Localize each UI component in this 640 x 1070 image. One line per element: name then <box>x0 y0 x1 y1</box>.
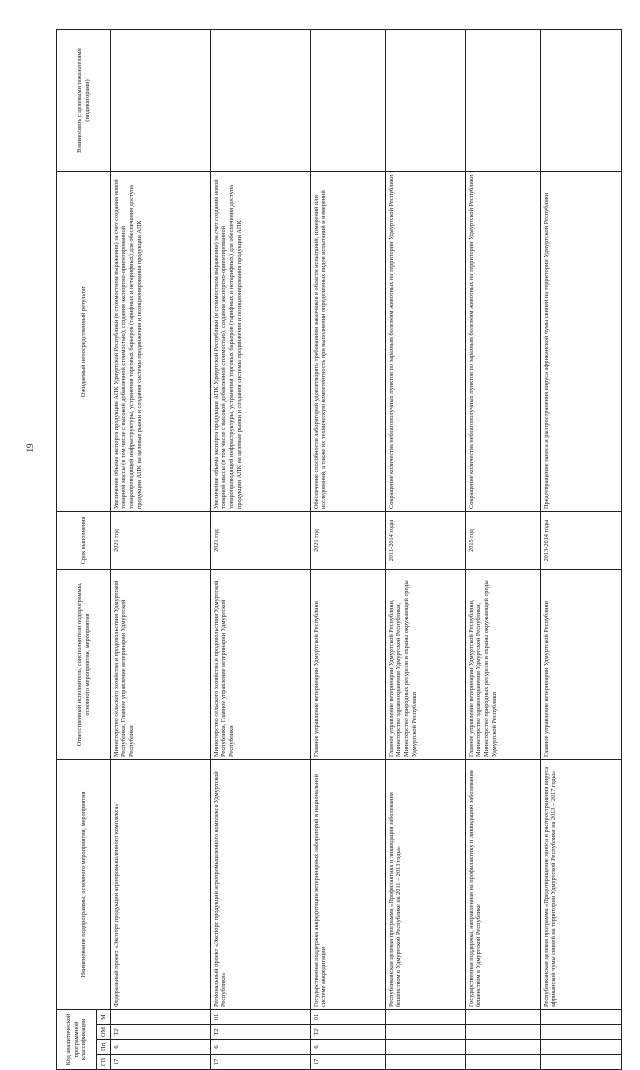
header-code-group: Код аналитической программной классификации <box>57 1010 97 1070</box>
cell-gp: 17 <box>311 1055 386 1070</box>
header-om: ОМ <box>97 1025 111 1040</box>
cell-link <box>386 30 466 172</box>
cell-link <box>541 30 622 172</box>
cell-pp: 6 <box>211 1040 311 1055</box>
table-row <box>541 30 622 1070</box>
header-executor: Ответственный исполнитель, соисполнители подпрограммы, основного мероприятия, мероприятия <box>57 570 111 760</box>
cell-name: Республиканская целевая программа «Предотвращение заноса и распространения вируса африканской чумы свиней на территории Удмуртской Республики на 2013 – 2017 годы» <box>541 760 622 1010</box>
cell-executor: Главное управление ветеринарии Удмуртской Республики, Министерство здравоохранения Удмуртской Республики, Министерство природных ресурсов и охраны окружающей среды Удмуртской Республики <box>466 570 541 760</box>
cell-m <box>541 1010 622 1025</box>
cell-om <box>466 1025 541 1040</box>
cell-executor: Главное управление ветеринарии Удмуртской Республики <box>541 570 622 760</box>
cell-result: Увеличение объема экспорта продукции АПК Удмуртской Республики (в стоимостном выражении) за счет создания новой товарной массы (в том числе с высокой добавленной стоимостью), создания экспортно-ориентированной товаропроводящей инфраструктуры, устранения торговых барьеров (тарифных и нетарифных) для обеспечения доступа продукции АПК на целевые рынки и создания системы продвижения и позиционирования продукции АПК <box>211 172 311 512</box>
cell-name: Региональный проект «Экспорт продукции агропромышленного комплекса Удмуртской Республики» <box>211 760 311 1010</box>
cell-term: 2013-2014 годы <box>541 512 622 570</box>
cell-term: 2011-2014 годы <box>386 512 466 570</box>
cell-gp <box>386 1055 466 1070</box>
cell-om: Т2 <box>111 1025 211 1040</box>
page-number: 19 <box>25 443 35 453</box>
cell-pp: 6 <box>311 1040 386 1055</box>
cell-result: Сокращение количества неблагополучных пунктов по заразным болезням животных на территории Удмуртской Республики <box>466 172 541 512</box>
cell-result: Сокращение количества неблагополучных пунктов по заразным болезням животных на территории Удмуртской Республики <box>386 172 466 512</box>
cell-m: 01 <box>311 1010 386 1025</box>
cell-gp: 17 <box>111 1055 211 1070</box>
cell-gp: 17 <box>211 1055 311 1070</box>
cell-executor: Главное управление ветеринарии Удмуртской Республики, Министерство здравоохранения Удмуртской Республики, Министерство природных ресурсов и охраны окружающей среды Удмуртской Республики <box>386 570 466 760</box>
cell-name: Федеральный проект «Экспорт продукции агропромышленного комплекса» <box>111 760 211 1010</box>
cell-om: Т2 <box>311 1025 386 1040</box>
header-row-1 <box>57 30 97 1070</box>
header-term: Срок выполнения <box>57 512 111 570</box>
cell-gp <box>466 1055 541 1070</box>
table-row <box>466 30 541 1070</box>
cell-result: Обеспечение способности лабораторий удовлетворять требованиям заказчиков в области испытаний, измерений или исследований, а также их техническую компетентность при выполнении определенных видов испытаний и измерений <box>311 172 386 512</box>
cell-m <box>111 1010 211 1025</box>
cell-term: 2021 год <box>311 512 386 570</box>
header-pp: Пп <box>97 1040 111 1055</box>
rotated-page <box>56 30 622 1070</box>
cell-executor: Министерство сельского хозяйства и продовольствия Удмуртской Республики, Главное управление ветеринарии Удмуртской Республики <box>111 570 211 760</box>
table-row <box>111 30 211 1070</box>
cell-pp <box>386 1040 466 1055</box>
cell-om <box>386 1025 466 1040</box>
cell-result: Увеличение объема экспорта продукции АПК Удмуртской Республики (в стоимостном выражении) за счет создания новой товарной массы (в том числе с высокой добавленной стоимостью), создания экспортно-ориентированной товаропроводящей инфраструктуры, устранения торговых барьеров (тарифных и нетарифных) для обеспечения доступа продукции АПК на целевые рынки и создания системы продвижения и позиционирования продукции АПК <box>111 172 211 512</box>
cell-result: Предотвращение заноса и распространения вируса африканской чумы свиней на территории Удмуртской Республики <box>541 172 622 512</box>
table-row <box>386 30 466 1070</box>
header-result: Ожидаемый непосредственный результат <box>57 172 111 512</box>
cell-om: Т2 <box>211 1025 311 1040</box>
cell-pp: 6 <box>111 1040 211 1055</box>
cell-gp <box>541 1055 622 1070</box>
table-row <box>211 30 311 1070</box>
cell-name: Государственная поддержка, направленная на профилактику и ликвидацию заболевания бешенством в Удмуртской Республике <box>466 760 541 1010</box>
cell-link <box>311 30 386 172</box>
cell-link <box>466 30 541 172</box>
cell-m: 01 <box>211 1010 311 1025</box>
cell-name: Республиканская целевая программа «Профилактика и ликвидация заболевания бешенством в Удмуртской Республике на 2011 – 2013 годы» <box>386 760 466 1010</box>
cell-pp <box>541 1040 622 1055</box>
cell-executor: Министерство сельского хозяйства и продовольствия Удмуртской Республики, Главное управление ветеринарии Удмуртской Республики <box>211 570 311 760</box>
cell-term: 2021 год <box>211 512 311 570</box>
cell-executor: Главное управление ветеринарии Удмуртской Республики <box>311 570 386 760</box>
cell-term: 2021 год <box>111 512 211 570</box>
header-link: Взаимосвязь с целевыми показателями (индикаторами) <box>57 30 111 172</box>
header-name: Наименование подпрограммы, основного мероприятия, мероприятия <box>57 760 111 1010</box>
cell-link <box>111 30 211 172</box>
cell-m <box>386 1010 466 1025</box>
cell-m <box>466 1010 541 1025</box>
cell-om <box>541 1025 622 1040</box>
cell-link <box>211 30 311 172</box>
cell-pp <box>466 1040 541 1055</box>
header-gp: ГП <box>97 1055 111 1070</box>
header-m: М <box>97 1010 111 1025</box>
cell-name: Государственная поддержка аккредитации ветеринарных лабораторий в национальной системе аккредитации <box>311 760 386 1010</box>
cell-term: 2015 год <box>466 512 541 570</box>
measures-table <box>56 29 622 1070</box>
table-row <box>311 30 386 1070</box>
